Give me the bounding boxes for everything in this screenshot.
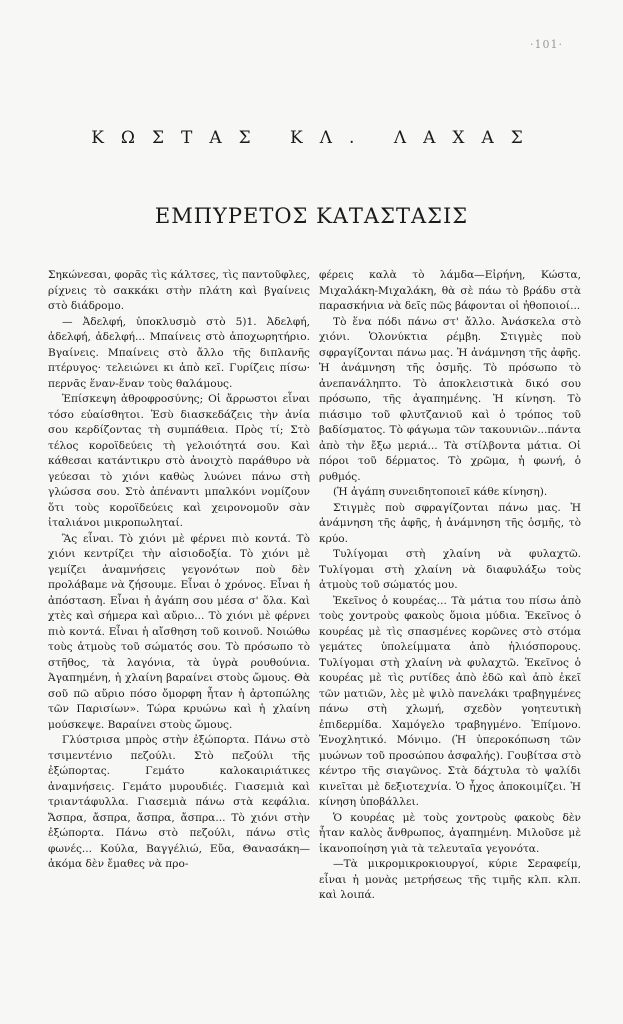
page-number: ·101·	[530, 38, 563, 51]
left-column	[48, 268, 310, 873]
paragraph: Γλύστρισα μπρὸς στὴν ἐξώπορτα. Πάνω στὸ τσιμεντένιο πεζούλι. Στὸ πεζούλι τῆς ἐξώπορτας. Γεμάτο καλοκαιριάτικες ἀναμνήσεις. Γεμάτο μυρουδιές. Γιασεμιὰ καὶ τριαντάφυλλα. Γιασεμιὰ πάνω στὰ κεφάλια. Ἄσπρα, ἄσπρα, ἄσπρα, ἄσπρα... Τὸ χιόνι στὴν ἐξώπορτα. Πάνω στὸ πεζούλι, πάνω στὶς φωνές... Κούλα, Βαγγέλιώ, Εὔα, Θανασάκη—ἀκόμα δὲν ἔμαθες νὰ προ-	[48, 734, 310, 870]
paragraph: Σηκώνεσαι, φορᾶς τὶς κάλτσες, τὶς παντοῦφλες, ρίχνεις τὸ σακκάκι στὴν πλάτη καὶ βγαίνεις στὸ διάδρομο.	[48, 269, 310, 312]
paragraph: Ὁ κουρέας μὲ τοὺς χοντροὺς φακοὺς δὲν ἦταν καλὸς ἄνθρωπος, ἀγαπημένη. Μιλοῦσε μὲ ἱκανοποίηση γιὰ τὰ τελευταῖα γεγονότα.	[319, 811, 581, 855]
paragraph: Ἐκεῖνος ὁ κουρέας... Τὰ μάτια του πίσω ἀπὸ τοὺς χοντροὺς φακοὺς ὅμοια μύδια. Ἐκεῖνος ὁ κουρέας μὲ τὶς σπασμένες κορῶνες στὸ στόμα γεμάτες ὑπολείμματα ἀπὸ ἡλιόσπορους. Τυλίγομαι στὴ χλαίνη νὰ φυλαχτῶ. Ἐκεῖνος ὁ κουρέας μὲ τὶς ρυτίδες ἀπὸ ἐδῶ καὶ ἀπὸ ἐκεῖ τῶν ματιῶν, λὲς μὲ ψιλὸ πανελάκι τραβηγμένες πάνω στὴ χλωμή, σχεδὸν γοητευτικὴ ἐπιδερμίδα. Χαμόγελο τραβηγμένο. Ἐπίμονο. Ἐνοχλητικό. Μόνιμο. (Ἡ ὑπεροκόπωση τῶν μυώνων τοῦ προσώπου ἀσφαλής). Γουβίτσα στὸ κέντρο τῆς σιαγῶνος. Στὰ δάχτυλα τὸ ψαλίδι κινεῖται μὲ δεξιοτεχνία. Ὁ ἦχος ἀποκοιμίζει. Ἡ κίνηση ὑποβάλλει.	[319, 594, 581, 808]
paragraph: Ἐπίσκεψη ἀθροφροσύνης; Οἱ ἄρρωστοι εἶναι τόσο εὐαίσθητοι. Ἐσὺ διασκεδάζεις τὴν ἀνία σου κερδίζοντας τὴ συμπάθεια. Πρὸς τί; Στὸ τέλος κοροϊδεύεις τὴ γελοιότητά σου. Καὶ κάθεσαι κατάντικρυ στὸ ἀνοιχτὸ παράθυρο νὰ γεύεσαι τὸ χιόνι καθὼς λυώνει πάνω στὴ γλώσσα σου. Στὸ ἀπέναντι μπαλκόνι νομίζουν ὅτι τοὺς κοροϊδεύεις καὶ χειρονομοῦν σὰν ἰταλιάνοι μικροπωληταί.	[48, 393, 310, 529]
paragraph: Τὸ ἕνα πόδι πάνω στ' ἄλλο. Ἀνάσκελα στὸ χιόνι. Ὁλονύκτια ρέμβη. Στιγμὲς ποὺ σφραγίζονται πάνω μας. Ἡ ἀνάμνηση τῆς ἀφῆς. Ἡ ἀνάμνηση τῆς ὀσμῆς. Τὸ πρόσωπο τὸ ἀνεπανάληπτο. Τὸ ἀποκλειστικὰ δικό σου πρόσωπο, τῆς ἀγαπημένης. Ἡ κίνηση. Τὸ πιάσιμο τοῦ φλυτζανιοῦ καὶ ὁ τρόπος τοῦ βαδίσματος. Τὸ φάγωμα τῶν τακουνιῶν...πάντα ἀπὸ τὴν ἔξω μεριά... Τὰ στίλβοντα μάτια. Οἱ πόροι τοῦ δέρματος. Τὸ χρῶμα, ἡ φωνή, ὁ ρυθμός.	[319, 315, 581, 483]
right-column	[319, 268, 581, 904]
paragraph: —Τὰ μικρομικροκιουργοί, κύριε Σεραφείμ, εἶναι ἡ μονὰς μετρήσεως τῆς τιμῆς κλπ. κλπ. καὶ λοιπά.	[319, 858, 581, 901]
paragraph: Στιγμὲς ποὺ σφραγίζονται πάνω μας. Ἡ ἀνάμνηση τῆς ἀφῆς, ἡ ἀνάμνηση τῆς ὀσμῆς, τὸ κρύο.	[319, 501, 581, 545]
author-name: ΚΩΣΤΑΣ ΚΛ. ΛΑΧΑΣ	[91, 128, 540, 148]
paragraph: (Ἡ ἀγάπη συνειδητοποιεῖ κάθε κίνηση).	[333, 486, 548, 498]
story-title: ΕΜΠΥΡΕΤΟΣ ΚΑΤΑΣΤΑΣΙΣ	[154, 204, 469, 228]
paragraph: φέρεις καλὰ τὸ λάμδα—Εἰρήνη, Κώστα, Μιχαλάκη-Μιχαλάκη, θὰ σὲ πάω τὸ βράδυ στὰ παρασκήνια νὰ δεῖς πῶς βάφονται οἱ ἠθοποιοί...	[319, 269, 581, 312]
paragraph: Ἂς εἶναι. Τὸ χιόνι μὲ φέρνει πιὸ κοντά. Τὸ χιόνι κεντρίζει τὴν αἰσιοδοξία. Τὸ χιόνι μὲ γεμίζει ἀναμνήσεις γεγονότων ποὺ δὲν προλάβαμε νὰ ζήσουμε. Εἶναι ὁ χρόνος. Εἶναι ἡ ἀπόσταση. Εἶναι ἡ ἀγάπη σου μέσα σ' ὅλα. Καὶ χτὲς καὶ σήμερα καὶ αὔριο... Τὸ χιόνι μὲ φέρνει πιὸ κοντά. Εἶναι ἡ αἴσθηση τοῦ κοινοῦ. Νοιώθω τοὺς ἀτμοὺς τοῦ σώματός σου. Τὸ πρόσωπο τὸ στῆθος, τὰ λαγόνια, τὰ ὑγρὰ ρουθούνια. Ἀγαπημένη, ἡ χλαίνη βαραίνει στοὺς ὤμους. Θὰ σοῦ πῶ αὔριο πόσο ὄμορφη ἦταν ἡ ἀρτοπώλης τῶν Παρισίων». Τώρα κρυώνω καὶ ἡ χλαίνη μούσκεψε. Βαραίνει στοὺς ὤμους.	[48, 532, 310, 731]
paragraph: Τυλίγομαι στὴ χλαίνη νὰ φυλαχτῶ. Τυλίγομαι στὴ χλαίνη νὰ διαφυλάξω τοὺς ἀτμοὺς τοῦ σώματός μου.	[319, 548, 581, 591]
paragraph: — Ἀδελφή, ὑποκλυσμὸ στὸ 5)1. Ἀδελφή, ἀδελφή, ἀδελφή... Μπαίνεις στὸ ἀποχωρητήριο. Βγαίνεις. Μπαίνεις στὸ ἄλλο τῆς διπλανῆς πτέρυγος· τελειώνει κι ἀπὸ κεῖ. Γυρίζεις πίσω· περνᾶς ἕναν-ἕναν τοὺς θαλάμους.	[48, 315, 310, 390]
